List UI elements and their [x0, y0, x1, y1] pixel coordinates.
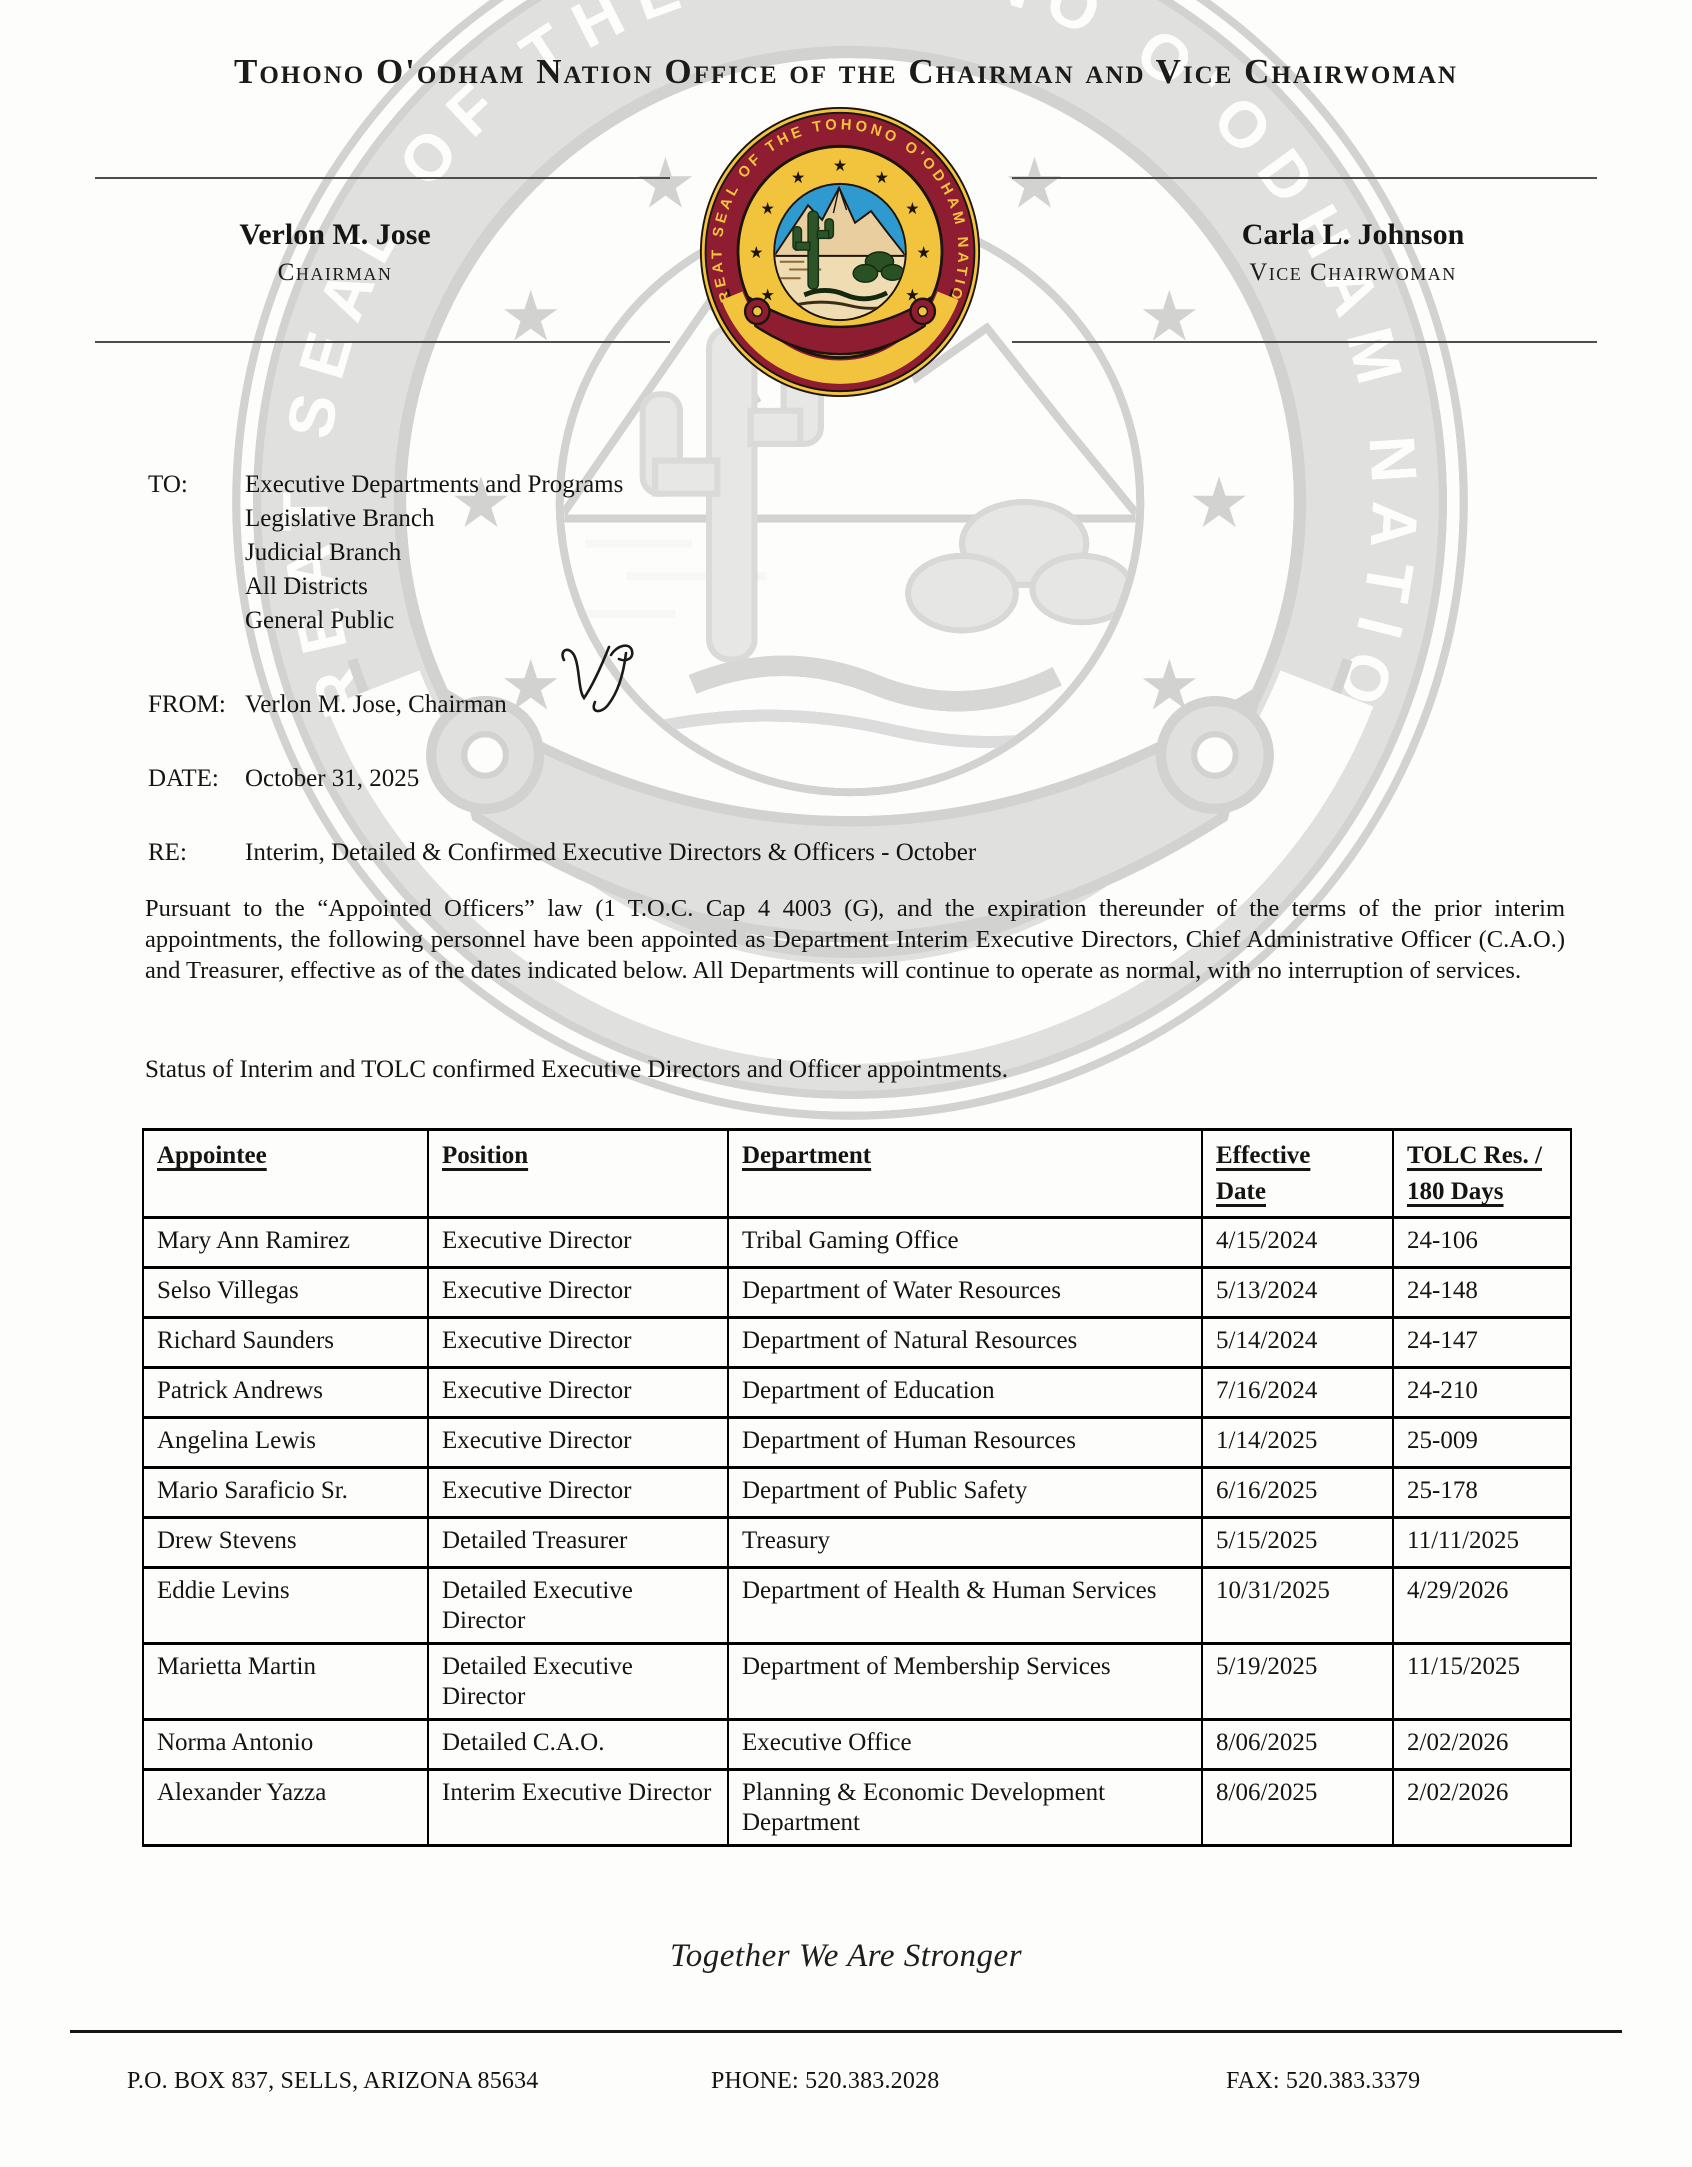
table-cell: Richard Saunders	[143, 1318, 428, 1368]
table-cell: 4/29/2026	[1393, 1568, 1571, 1644]
table-cell: Alexander Yazza	[143, 1770, 428, 1846]
memo-from-value: Verlon M. Jose, Chairman	[245, 691, 507, 718]
table-cell: Detailed C.A.O.	[428, 1720, 728, 1770]
table-cell: 24-147	[1393, 1318, 1571, 1368]
table-cell: Patrick Andrews	[143, 1368, 428, 1418]
table-row	[143, 1318, 1571, 1368]
table-cell: 5/14/2024	[1202, 1318, 1393, 1368]
table-cell: 10/31/2025	[1202, 1568, 1393, 1644]
appointments-table-head-row	[143, 1130, 1571, 1218]
table-row	[143, 1468, 1571, 1518]
table-cell: Eddie Levins	[143, 1568, 428, 1644]
table-cell: 7/16/2024	[1202, 1368, 1393, 1418]
table-cell: Drew Stevens	[143, 1518, 428, 1568]
table-cell: Executive Director	[428, 1368, 728, 1418]
memo-date-label: DATE:	[148, 765, 219, 792]
memo-to-recipient: General Public	[245, 607, 395, 634]
table-cell: 24-148	[1393, 1268, 1571, 1318]
memo-re-label: RE:	[148, 839, 187, 866]
memo-from-row	[148, 688, 507, 722]
table-cell: 5/13/2024	[1202, 1268, 1393, 1318]
table-cell: 25-009	[1393, 1418, 1571, 1468]
vice-chairwoman-block	[1138, 218, 1568, 287]
table-row	[143, 1770, 1571, 1846]
header-rule-bottom-right	[1012, 341, 1597, 343]
org-title: Tohono O'odham Nation Office of the Chairman and Vice Chairwoman	[234, 52, 1458, 91]
chairman-name: Verlon M. Jose	[239, 218, 431, 251]
table-cell: Detailed Executive Director	[428, 1568, 728, 1644]
table-cell: Department of Public Safety	[728, 1468, 1202, 1518]
footer-rule	[70, 2030, 1622, 2033]
table-cell: 25-178	[1393, 1468, 1571, 1518]
table-cell: Executive Office	[728, 1720, 1202, 1770]
table-cell: Planning & Economic Development Department	[728, 1770, 1202, 1846]
table-cell: Executive Director	[428, 1318, 728, 1368]
table-row	[143, 1418, 1571, 1468]
table-cell: 8/06/2025	[1202, 1720, 1393, 1770]
table-cell: Interim Executive Director	[428, 1770, 728, 1846]
table-row	[143, 1218, 1571, 1268]
table-cell: 24-106	[1393, 1218, 1571, 1268]
table-cell: Department of Human Resources	[728, 1418, 1202, 1468]
vice-chairwoman-name: Carla L. Johnson	[1241, 218, 1465, 251]
table-cell: 5/19/2025	[1202, 1644, 1393, 1720]
memo-to-recipients	[245, 468, 623, 638]
body-paragraph: Pursuant to the “Appointed Officers” law (1 T.O.C. Cap 4 4003 (G), and the expiration thereunder of the terms of the prior interim appointments, the following personnel have been appointed as Department Interim Executive Directors, Chief Administrative Officer (C.A.O.) and Treasurer, effective as of the dates indicated below. All Departments will continue to operate as normal, with no interruption of services.	[145, 895, 1565, 984]
table-cell: 4/15/2024	[1202, 1218, 1393, 1268]
chairman-signature-icon	[556, 640, 644, 722]
table-cell: Angelina Lewis	[143, 1418, 428, 1468]
table-row	[143, 1268, 1571, 1318]
footer-tagline: Together We Are Stronger	[669, 1938, 1023, 1974]
table-cell: Department of Education	[728, 1368, 1202, 1418]
memo-to-recipient: Legislative Branch	[245, 505, 435, 532]
header-rule-bottom-left	[95, 341, 670, 343]
table-header-cell: Department	[728, 1130, 1202, 1218]
table-cell: Department of Natural Resources	[728, 1318, 1202, 1368]
table-cell: 11/15/2025	[1393, 1644, 1571, 1720]
table-cell: Executive Director	[428, 1268, 728, 1318]
table-cell: Department of Water Resources	[728, 1268, 1202, 1318]
table-cell: Department of Membership Services	[728, 1644, 1202, 1720]
table-cell: Department of Health & Human Services	[728, 1568, 1202, 1644]
table-row	[143, 1644, 1571, 1720]
table-cell: 8/06/2025	[1202, 1770, 1393, 1846]
memo-to-recipient: All Districts	[245, 573, 368, 600]
memo-date-row	[148, 762, 419, 796]
header-rule-top-left	[95, 177, 670, 179]
table-cell: Tribal Gaming Office	[728, 1218, 1202, 1268]
memo-to-recipient: Executive Departments and Programs	[245, 471, 624, 498]
table-header-cell: TOLC Res. / 180 Days	[1393, 1130, 1571, 1218]
table-row	[143, 1518, 1571, 1568]
table-cell: Executive Director	[428, 1218, 728, 1268]
footer-fax: FAX: 520.383.3379	[1226, 2068, 1421, 2094]
vice-chairwoman-title: Vice Chairwoman	[1249, 259, 1457, 286]
table-row	[143, 1720, 1571, 1770]
chairman-block	[120, 218, 550, 287]
table-cell: 2/02/2026	[1393, 1770, 1571, 1846]
appointments-table	[142, 1128, 1572, 1847]
memo-re-row	[148, 836, 976, 870]
memo-re-value: Interim, Detailed & Confirmed Executive Directors & Officers - October	[245, 839, 977, 866]
table-cell: Marietta Martin	[143, 1644, 428, 1720]
table-cell: 5/15/2025	[1202, 1518, 1393, 1568]
table-cell: Detailed Treasurer	[428, 1518, 728, 1568]
table-cell: Executive Director	[428, 1468, 728, 1518]
table-cell: 1/14/2025	[1202, 1418, 1393, 1468]
table-cell: Selso Villegas	[143, 1268, 428, 1318]
table-row	[143, 1568, 1571, 1644]
table-header-cell: Effective Date	[1202, 1130, 1393, 1218]
memo-to-label: TO:	[148, 471, 188, 498]
chairman-title: Chairman	[277, 259, 393, 286]
memo-to-row	[148, 468, 623, 638]
table-cell: Mary Ann Ramirez	[143, 1218, 428, 1268]
table-cell: Norma Antonio	[143, 1720, 428, 1770]
table-cell: 6/16/2025	[1202, 1468, 1393, 1518]
header-rule-top-right	[1012, 177, 1597, 179]
table-row	[143, 1368, 1571, 1418]
table-cell: Detailed Executive Director	[428, 1644, 728, 1720]
footer-phone: PHONE: 520.383.2028	[711, 2068, 940, 2094]
table-cell: 24-210	[1393, 1368, 1571, 1418]
memo-to-recipient: Judicial Branch	[245, 539, 402, 566]
table-header-cell: Position	[428, 1130, 728, 1218]
table-header-cell: Appointee	[143, 1130, 428, 1218]
memo-from-label: FROM:	[148, 691, 226, 718]
table-cell: Executive Director	[428, 1418, 728, 1468]
table-cell: 11/11/2025	[1393, 1518, 1571, 1568]
memo-date-value: October 31, 2025	[245, 765, 420, 792]
nation-seal-icon	[699, 106, 981, 398]
table-cell: 2/02/2026	[1393, 1720, 1571, 1770]
table-cell: Treasury	[728, 1518, 1202, 1568]
table-cell: Mario Saraficio Sr.	[143, 1468, 428, 1518]
status-line: Status of Interim and TOLC confirmed Executive Directors and Officer appointments.	[145, 1056, 1008, 1083]
footer-address: P.O. BOX 837, SELLS, ARIZONA 85634	[127, 2068, 539, 2094]
